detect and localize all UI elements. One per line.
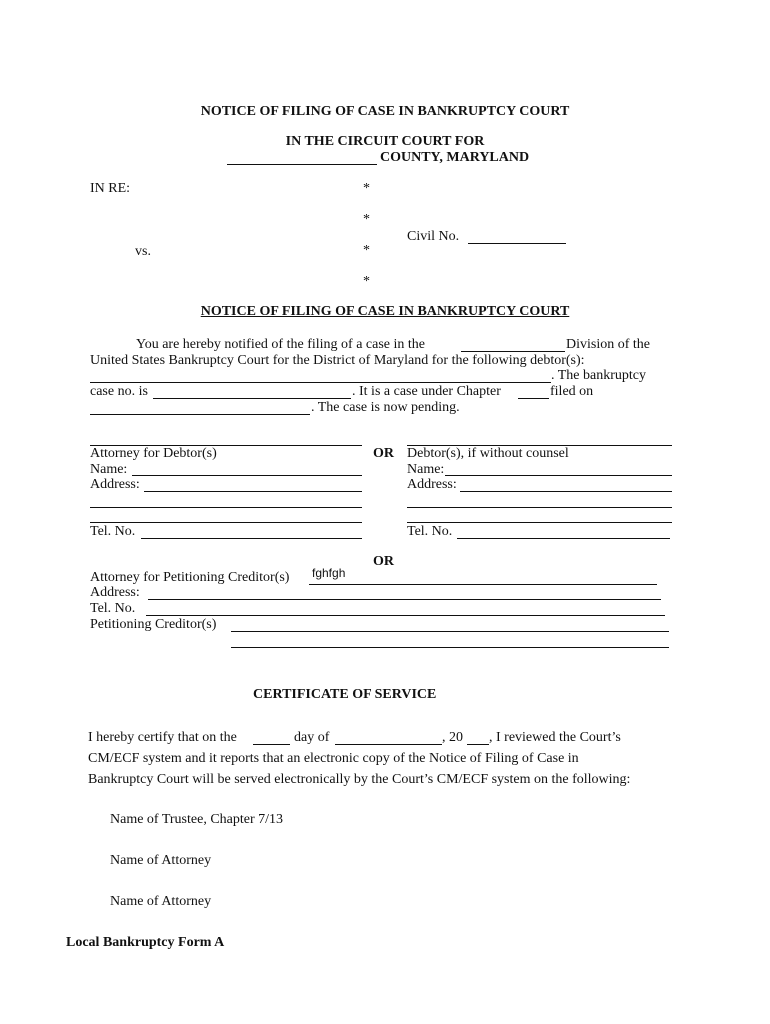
caption-star: * bbox=[363, 212, 370, 227]
debtor-tel-field[interactable] bbox=[457, 522, 670, 539]
caption-star: * bbox=[363, 274, 370, 289]
certificate-text: CM/ECF system and it reports that an electronic copy of the Notice of Filing of Case in bbox=[88, 751, 579, 766]
tel-label: Tel. No. bbox=[407, 524, 453, 539]
notice-text: case no. is bbox=[90, 384, 148, 399]
certificate-text: Bankruptcy Court will be served electronically by the Court’s CM/ECF system on the following: bbox=[88, 772, 631, 787]
petitioning-attorney-label: Attorney for Petitioning Creditor(s) bbox=[90, 570, 290, 585]
name-label: Name: bbox=[407, 462, 445, 477]
address-label: Address: bbox=[90, 585, 140, 600]
address-label: Address: bbox=[407, 477, 457, 492]
petitioning-tel-field[interactable] bbox=[146, 599, 665, 616]
notice-text: United States Bankruptcy Court for the District of Maryland for the following debtor(s): bbox=[90, 353, 585, 368]
certificate-text: I hereby certify that on the bbox=[88, 730, 237, 745]
certificate-text: , 20 bbox=[442, 730, 463, 745]
civil-no-label: Civil No. bbox=[407, 229, 460, 244]
petitioning-creditors-label: Petitioning Creditor(s) bbox=[90, 617, 217, 632]
attorney-name-field[interactable] bbox=[132, 459, 362, 476]
division-field[interactable] bbox=[461, 335, 565, 352]
debtor-names-field[interactable] bbox=[90, 366, 551, 383]
attorney-address-field[interactable] bbox=[144, 475, 362, 492]
tel-label: Tel. No. bbox=[90, 524, 136, 539]
or-separator: OR bbox=[373, 554, 394, 569]
address-label: Address: bbox=[90, 477, 140, 492]
filed-on-field[interactable] bbox=[90, 398, 310, 415]
form-label: Local Bankruptcy Form A bbox=[66, 935, 225, 950]
debtor-address-line[interactable] bbox=[407, 507, 672, 508]
civil-no-field[interactable] bbox=[468, 227, 566, 244]
service-list-item: Name of Attorney bbox=[110, 894, 212, 909]
service-list-item: Name of Attorney bbox=[110, 853, 212, 868]
notice-text: . The case is now pending. bbox=[311, 400, 460, 415]
attorney-tel-field[interactable] bbox=[141, 522, 362, 539]
notice-heading: NOTICE OF FILING OF CASE IN BANKRUPTCY COURT bbox=[200, 304, 570, 319]
caption-star: * bbox=[363, 243, 370, 258]
notice-text: You are hereby notified of the filing of a case in the bbox=[136, 337, 425, 352]
attorney-for-debtor-label: Attorney for Debtor(s) bbox=[90, 446, 217, 461]
certificate-heading: CERTIFICATE OF SERVICE bbox=[253, 687, 437, 702]
attorney-address-line[interactable] bbox=[90, 507, 362, 508]
notice-text: Division of the bbox=[566, 337, 650, 352]
vs-label: vs. bbox=[135, 244, 151, 259]
county-field[interactable] bbox=[227, 148, 377, 165]
in-re-label: IN RE: bbox=[90, 181, 131, 196]
certify-month-field[interactable] bbox=[335, 728, 442, 745]
petitioning-creditors-line[interactable] bbox=[231, 647, 669, 648]
debtor-without-counsel-label: Debtor(s), if without counsel bbox=[407, 446, 569, 461]
notice-text: . It is a case under Chapter bbox=[352, 384, 501, 399]
court-line: IN THE CIRCUIT COURT FOR bbox=[285, 134, 485, 149]
debtor-address-field[interactable] bbox=[460, 475, 672, 492]
petitioning-address-field[interactable] bbox=[148, 583, 661, 600]
name-label: Name: bbox=[90, 462, 128, 477]
certificate-text: , I reviewed the Court’s bbox=[489, 730, 621, 745]
certify-day-field[interactable] bbox=[253, 728, 290, 745]
service-list-item: Name of Trustee, Chapter 7/13 bbox=[110, 812, 284, 827]
document-title: NOTICE OF FILING OF CASE IN BANKRUPTCY COURT bbox=[200, 104, 570, 119]
certificate-text: day of bbox=[294, 730, 330, 745]
caption-star: * bbox=[363, 181, 370, 196]
certify-year-field[interactable] bbox=[467, 728, 489, 745]
debtor-name-field[interactable] bbox=[445, 459, 672, 476]
notice-text: . The bankruptcy bbox=[551, 368, 646, 383]
tel-label: Tel. No. bbox=[90, 601, 136, 616]
petitioning-attorney-value[interactable]: fghfgh bbox=[312, 566, 346, 580]
case-number-field[interactable] bbox=[153, 382, 351, 399]
petitioning-creditors-field[interactable] bbox=[231, 615, 669, 632]
notice-text: filed on bbox=[550, 384, 594, 399]
county-line: COUNTY, MARYLAND bbox=[380, 150, 530, 165]
or-separator: OR bbox=[373, 446, 394, 461]
chapter-field[interactable] bbox=[518, 382, 549, 399]
